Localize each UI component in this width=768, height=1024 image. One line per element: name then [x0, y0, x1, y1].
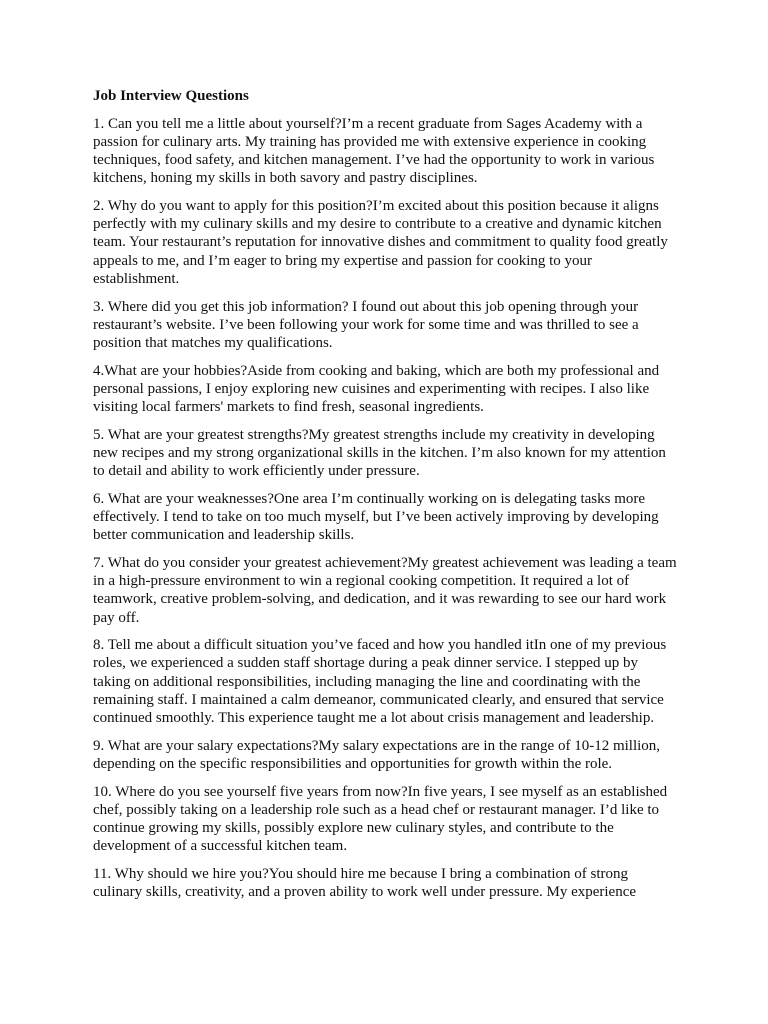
qa-paragraph-8: 8. Tell me about a difficult situation you’ve faced and how you handled itIn one of my previous roles, we experienced a sudden staff shortage during a peak dinner service. I stepped up by taking on additional responsibilities, including managing the line and coordinating with the remaining staff. I maintained a calm demeanor, communicated clearly, and ensured that service continued smoothly. This experience taught me a lot about crisis management and leadership. [93, 637, 667, 727]
document-title: Job Interview Questions [93, 88, 249, 104]
qa-paragraph-1: 1. Can you tell me a little about yourself?I’m a recent graduate from Sages Academy with a passion for culinary arts. My training has provided me with extensive experience in cooking techniques, food safety, and kitchen management. I’ve had the opportunity to work in various kitchens, honing my skills in both savory and pastry disciplines. [93, 115, 655, 187]
qa-paragraph-10: 10. Where do you see yourself five years from now?In five years, I see myself as an established chef, possibly taking on a leadership role such as a head chef or restaurant manager. I’d like to continue growing my skills, possibly explore new culinary styles, and contribute to the development of a successful kitchen team. [93, 783, 668, 855]
qa-paragraph-4: 4.What are your hobbies?Aside from cooking and baking, which are both my professional and personal passions, I enjoy exploring new cuisines and experimenting with recipes. I also like visiting local farmers' markets to find fresh, seasonal ingredients. [93, 362, 660, 416]
qa-paragraph-3: 3. Where did you get this job information? I found out about this job opening through your restaurant’s website. I’ve been following your work for some time and was thrilled to see a position that matches my qualifications. [93, 298, 639, 351]
document-body [93, 87, 677, 911]
qa-paragraph-9: 9. What are your salary expectations?My salary expectations are in the range of 10-12 million, depending on the specific responsibilities and opportunities for growth within the role. [93, 737, 661, 772]
qa-paragraph-5: 5. What are your greatest strengths?My greatest strengths include my creativity in developing new recipes and my strong organizational skills in the kitchen. I’m also known for my attention to detail and ability to work efficiently under pressure. [93, 426, 666, 480]
qa-paragraph-11: 11. Why should we hire you?You should hire me because I bring a combination of strong culinary skills, creativity, and a proven ability to work well under pressure. My experience [93, 866, 637, 901]
qa-paragraph-2: 2. Why do you want to apply for this position?I’m excited about this position because it aligns perfectly with my culinary skills and my desire to contribute to a creative and dynamic kitchen team. Your restaurant’s reputation for innovative dishes and commitment to quality food greatly appeals to me, and I’m eager to bring my expertise and passion for cooking to your establishment. [93, 198, 668, 287]
qa-paragraph-6: 6. What are your weaknesses?One area I’m continually working on is delegating tasks more effectively. I tend to take on too much myself, but I’ve been actively improving by developing better communication and leadership skills. [93, 490, 659, 544]
qa-paragraph-7: 7. What do you consider your greatest achievement?My greatest achievement was leading a team in a high-pressure environment to win a regional cooking competition. It required a lot of teamwork, creative problem-solving, and dedication, and it was rewarding to see our hard work pay off. [93, 554, 677, 626]
